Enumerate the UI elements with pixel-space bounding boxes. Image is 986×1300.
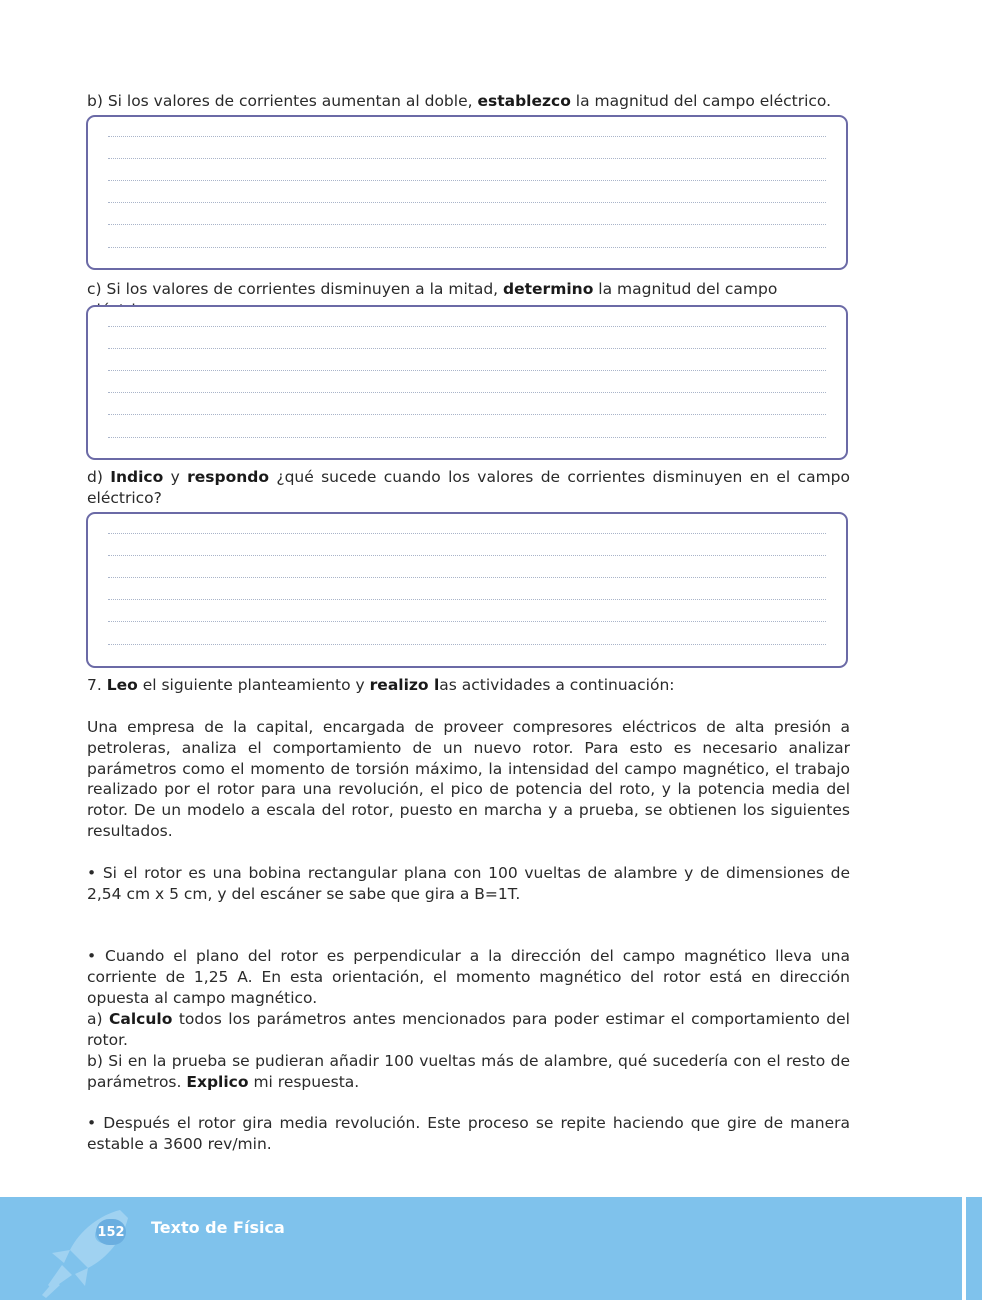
item-a-text: todos los parámetros antes mencionados para poder estimar el comportamiento del rotor. xyxy=(87,1010,850,1049)
writing-line xyxy=(108,555,826,556)
writing-line xyxy=(108,621,826,622)
page-number-badge: 152 xyxy=(96,1219,126,1245)
question-b xyxy=(87,91,850,112)
question-b-text-end: la magnitud del campo eléctrico. xyxy=(570,92,832,110)
activity-verb-2: realizo l xyxy=(369,676,440,694)
writing-line xyxy=(108,644,826,645)
question-d-verb-1: Indico xyxy=(110,468,164,486)
item-b-text: b) Si en la prueba se pudieran añadir 100 vueltas más de alambre, qué sucedería con el resto de parámetros. xyxy=(87,1052,850,1091)
answer-box-d[interactable] xyxy=(86,512,848,668)
writing-line xyxy=(108,414,826,415)
question-b-text: b) Si los valores de corrientes aumentan al doble, xyxy=(87,92,478,110)
writing-line xyxy=(108,158,826,159)
answer-box-c[interactable] xyxy=(86,305,848,460)
bullet-rotor-coil: • Si el rotor es una bobina rectangular plana con 100 vueltas de alambre y de dimensiones de 2,54 cm x 5 cm, y del escáner se sabe que gira a B=1T. xyxy=(87,864,850,903)
footer-stripe xyxy=(982,1197,986,1300)
activity-text-2: as actividades a continuación: xyxy=(439,676,675,694)
item-b xyxy=(87,1051,850,1093)
writing-line xyxy=(108,180,826,181)
question-d-label: d) xyxy=(87,468,111,486)
writing-line xyxy=(108,326,826,327)
writing-line xyxy=(108,370,826,371)
footer-band xyxy=(0,1197,986,1300)
writing-line xyxy=(108,533,826,534)
intro-paragraph: Una empresa de la capital, encargada de proveer compresores eléctricos de alta presión a petroleras, analiza el comportamiento de un nuevo rotor. Para esto es necesario analizar parámetros como el momento de torsión máximo, la intensidad del campo magnético, el trabajo realizado por el rotor para una revolución, el pico de potencia del roto, y la potencia media del rotor. De un modelo a escala del rotor, puesto en marcha y a prueba, se obtienen los siguientes resultados. xyxy=(87,718,850,840)
bullet-rotor-orientation: • Cuando el plano del rotor es perpendicular a la dirección del campo magnético lleva una corriente de 1,25 A. En esta orientación, el momento magnético del rotor está en dirección opuesta al campo magnético. xyxy=(87,947,850,1007)
writing-line xyxy=(108,392,826,393)
writing-line xyxy=(108,247,826,248)
question-d xyxy=(87,467,850,509)
question-d-text: ¿qué sucede cuando los valores de corrientes disminuyen en el campo eléctrico? xyxy=(87,468,850,507)
writing-line xyxy=(108,437,826,438)
question-c-text-end: la magnitud del campo xyxy=(598,280,778,298)
activity-number: 7. xyxy=(87,676,107,694)
rocket-icon xyxy=(40,1205,140,1300)
activity-text-1: el siguiente planteamiento y xyxy=(137,676,370,694)
item-a-label: a) xyxy=(87,1010,110,1028)
question-b-verb: establezco xyxy=(477,92,571,110)
item-b-verb: Explico xyxy=(186,1072,249,1091)
item-b-text-end: mi respuesta. xyxy=(248,1072,360,1091)
writing-line xyxy=(108,577,826,578)
writing-line xyxy=(108,202,826,203)
writing-line xyxy=(108,136,826,137)
question-c-text: c) Si los valores de corrientes disminuyen a la mitad, xyxy=(87,280,504,298)
activity-verb-1: Leo xyxy=(106,676,138,694)
question-d-connector: y xyxy=(163,468,188,486)
item-a xyxy=(87,1009,850,1051)
footer-stripe xyxy=(962,1197,966,1300)
answer-box-b[interactable] xyxy=(86,115,848,270)
writing-line xyxy=(108,348,826,349)
writing-line xyxy=(108,599,826,600)
bullet-half-revolution: • Después el rotor gira media revolución. Este proceso se repite haciendo que gire de manera estable a 3600 rev/min. xyxy=(87,1114,850,1153)
question-c-verb: determino xyxy=(503,280,594,298)
item-a-verb: Calculo xyxy=(109,1010,173,1028)
activity-7-heading xyxy=(87,675,850,696)
question-d-verb-2: respondo xyxy=(187,468,270,486)
writing-line xyxy=(108,224,826,225)
book-title: Texto de Física xyxy=(151,1218,285,1237)
